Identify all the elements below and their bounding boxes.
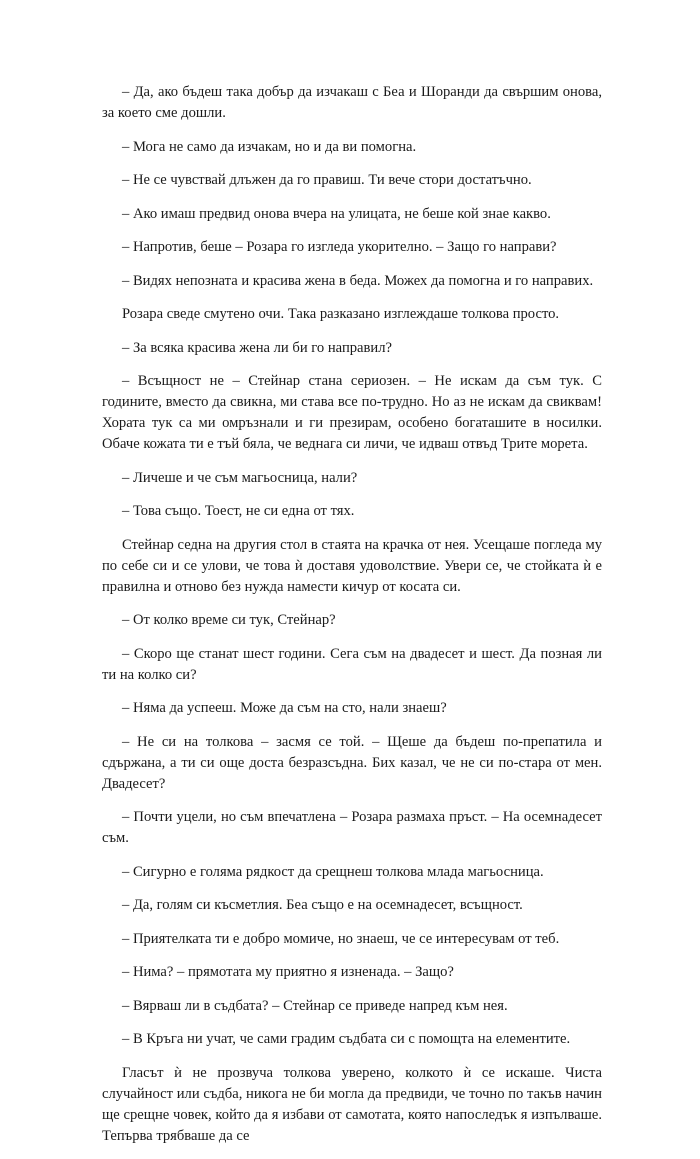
paragraph: Розара сведе смутено очи. Така разказано изглеждаше толкова просто. (122, 306, 560, 322)
paragraph: – Всъщност не – Стейнар стана сериозен. – Не искам да съм тук. С годините, вместо да свикна, ми става все по-трудно. Но аз не искам да свиквам! Хората тук са ми омръзнали и ги презирам, особено богаташите в носилки. Обаче кожата ти е тъй бяла, че веднага си личи, че идваш отвъд Трите морета. (102, 373, 602, 452)
paragraph: – Почти уцели, но съм впечатлена – Розара размаха пръст. – На осемнадесет съм. (102, 809, 602, 846)
paragraph: – Да, ако бъдеш така добър да изчакаш с Беа и Шоранди да свършим онова, за което сме дошли. (102, 84, 602, 121)
paragraph: – Видях непозната и красива жена в беда. Можех да помогна и го направих. (122, 272, 594, 289)
paragraph: – Напротив, беше – Розара го изгледа укорително. – Защо го направи? (122, 239, 557, 255)
paragraph: – В Кръга ни учат, че сами градим съдбата си с помощта на елементите. (122, 1031, 571, 1047)
paragraph: – Няма да успееш. Може да съм на сто, нали знаеш? (122, 700, 447, 716)
paragraph: – Не се чувствай длъжен да го правиш. Ти вече стори достатъчно. (122, 172, 532, 188)
paragraph: – Нима? – прямотата му приятно я изненада. – Защо? (122, 964, 454, 980)
paragraph: Стейнар седна на другия стол в стаята на крачка от нея. Усещаше погледа му по себе си и се улови, че това ѝ доставя удоволствие. Увери се, че стойката ѝ е правилна и отново без нужда намести кичур от косата си. (102, 536, 602, 595)
paragraph: – Мога не само да изчакам, но и да ви помогна. (122, 138, 417, 155)
paragraph: – Да, голям си късметлия. Беа също е на осемнадесет, всъщност. (122, 897, 523, 913)
paragraph: – От колко време си тук, Стейнар? (122, 612, 336, 628)
paragraph: – За всяка красива жена ли би го направил? (122, 339, 392, 356)
paragraph: – Това също. Тоест, не си една от тях. (122, 503, 355, 519)
paragraph: – Вярваш ли в съдбата? – Стейнар се приведе напред към нея. (122, 997, 508, 1014)
paragraph: – Личеше и че съм магьосница, нали? (122, 469, 358, 486)
paragraph: Гласът ѝ не прозвуча толкова уверено, колкото ѝ се искаше. Чиста случайност или съдба, никога не би могла да предвиди, че точно по такъв начин ще срещне човек, който да я избави от самотата, която напоследък я изпълваше. Тепърва трябваше да се (102, 1064, 602, 1144)
paragraph: – Скоро ще станат шест години. Сега съм на двадесет и шест. Да позная ли ти на колко си? (102, 645, 602, 683)
paragraph: – Сигурно е голяма рядкост да срещнеш толкова млада магьосница. (122, 863, 544, 880)
paragraph: – Ако имаш предвид онова вчера на улицата, не беше кой знае какво. (122, 205, 551, 222)
paragraph: – Не си на толкова – засмя се той. – Щеше да бъдеш по-препатила и сдържана, а ти си още доста безразсъдна. Бих казал, че не си по-стара от мен. Двадесет? (102, 733, 602, 792)
paragraph: – Приятелката ти е добро момиче, но знаеш, че се интересувам от теб. (122, 930, 560, 947)
document-page (102, 82, 602, 1159)
